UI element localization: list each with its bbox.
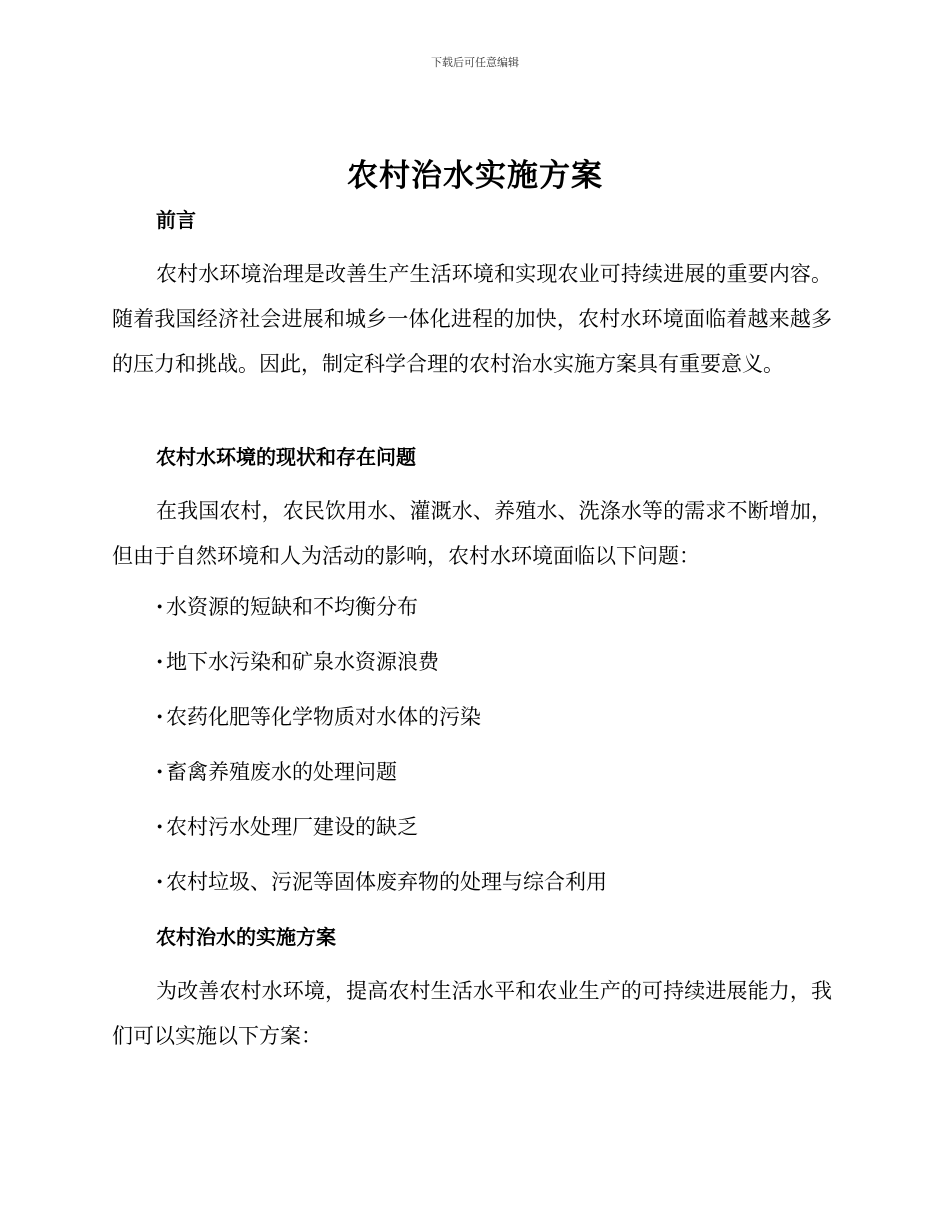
header-note: 下载后可任意编辑 bbox=[431, 56, 519, 69]
bullet-icon: · bbox=[156, 649, 164, 674]
list-item bbox=[112, 812, 832, 842]
section-heading-preface: 前言 bbox=[156, 208, 196, 232]
list-item-text: 农村污水处理厂建设的缺乏 bbox=[166, 815, 418, 839]
list-item bbox=[112, 757, 832, 787]
bullet-icon: · bbox=[156, 759, 164, 784]
list-item-text: 畜禽养殖废水的处理问题 bbox=[166, 760, 397, 784]
list-item bbox=[112, 867, 832, 897]
paragraph-preface: 农村水环境治理是改善生产生活环境和实现农业可持续进展的重要内容。随着我国经济社会进展和城乡一体化进程的加快，农村水环境面临着越来越多的压力和挑战。因此，制定科学合理的农村治水实施方案具有重要意义。 bbox=[112, 262, 832, 376]
list-item bbox=[112, 702, 832, 732]
problem-list bbox=[112, 592, 832, 922]
bullet-icon: · bbox=[156, 869, 164, 894]
bullet-icon: · bbox=[156, 704, 164, 729]
bullet-icon: · bbox=[156, 814, 164, 839]
list-item bbox=[112, 647, 832, 677]
paragraph-plan: 为改善农村水环境，提高农村生活水平和农业生产的可持续进展能力，我们可以实施以下方案： bbox=[112, 979, 832, 1048]
document-title: 农村治水实施方案 bbox=[347, 158, 603, 194]
paragraph-status: 在我国农村，农民饮用水、灌溉水、养殖水、洗涤水等的需求不断增加，但由于自然环境和人为活动的影响，农村水环境面临以下问题： bbox=[112, 499, 832, 568]
bullet-icon: · bbox=[156, 594, 164, 619]
section-heading-plan: 农村治水的实施方案 bbox=[156, 925, 336, 949]
list-item-text: 水资源的短缺和不均衡分布 bbox=[166, 595, 418, 619]
list-item-text: 地下水污染和矿泉水资源浪费 bbox=[166, 650, 439, 674]
list-item bbox=[112, 592, 832, 622]
list-item-text: 农药化肥等化学物质对水体的污染 bbox=[166, 705, 481, 729]
list-item-text: 农村垃圾、污泥等固体废弃物的处理与综合利用 bbox=[166, 870, 607, 894]
section-heading-status: 农村水环境的现状和存在问题 bbox=[156, 445, 416, 469]
